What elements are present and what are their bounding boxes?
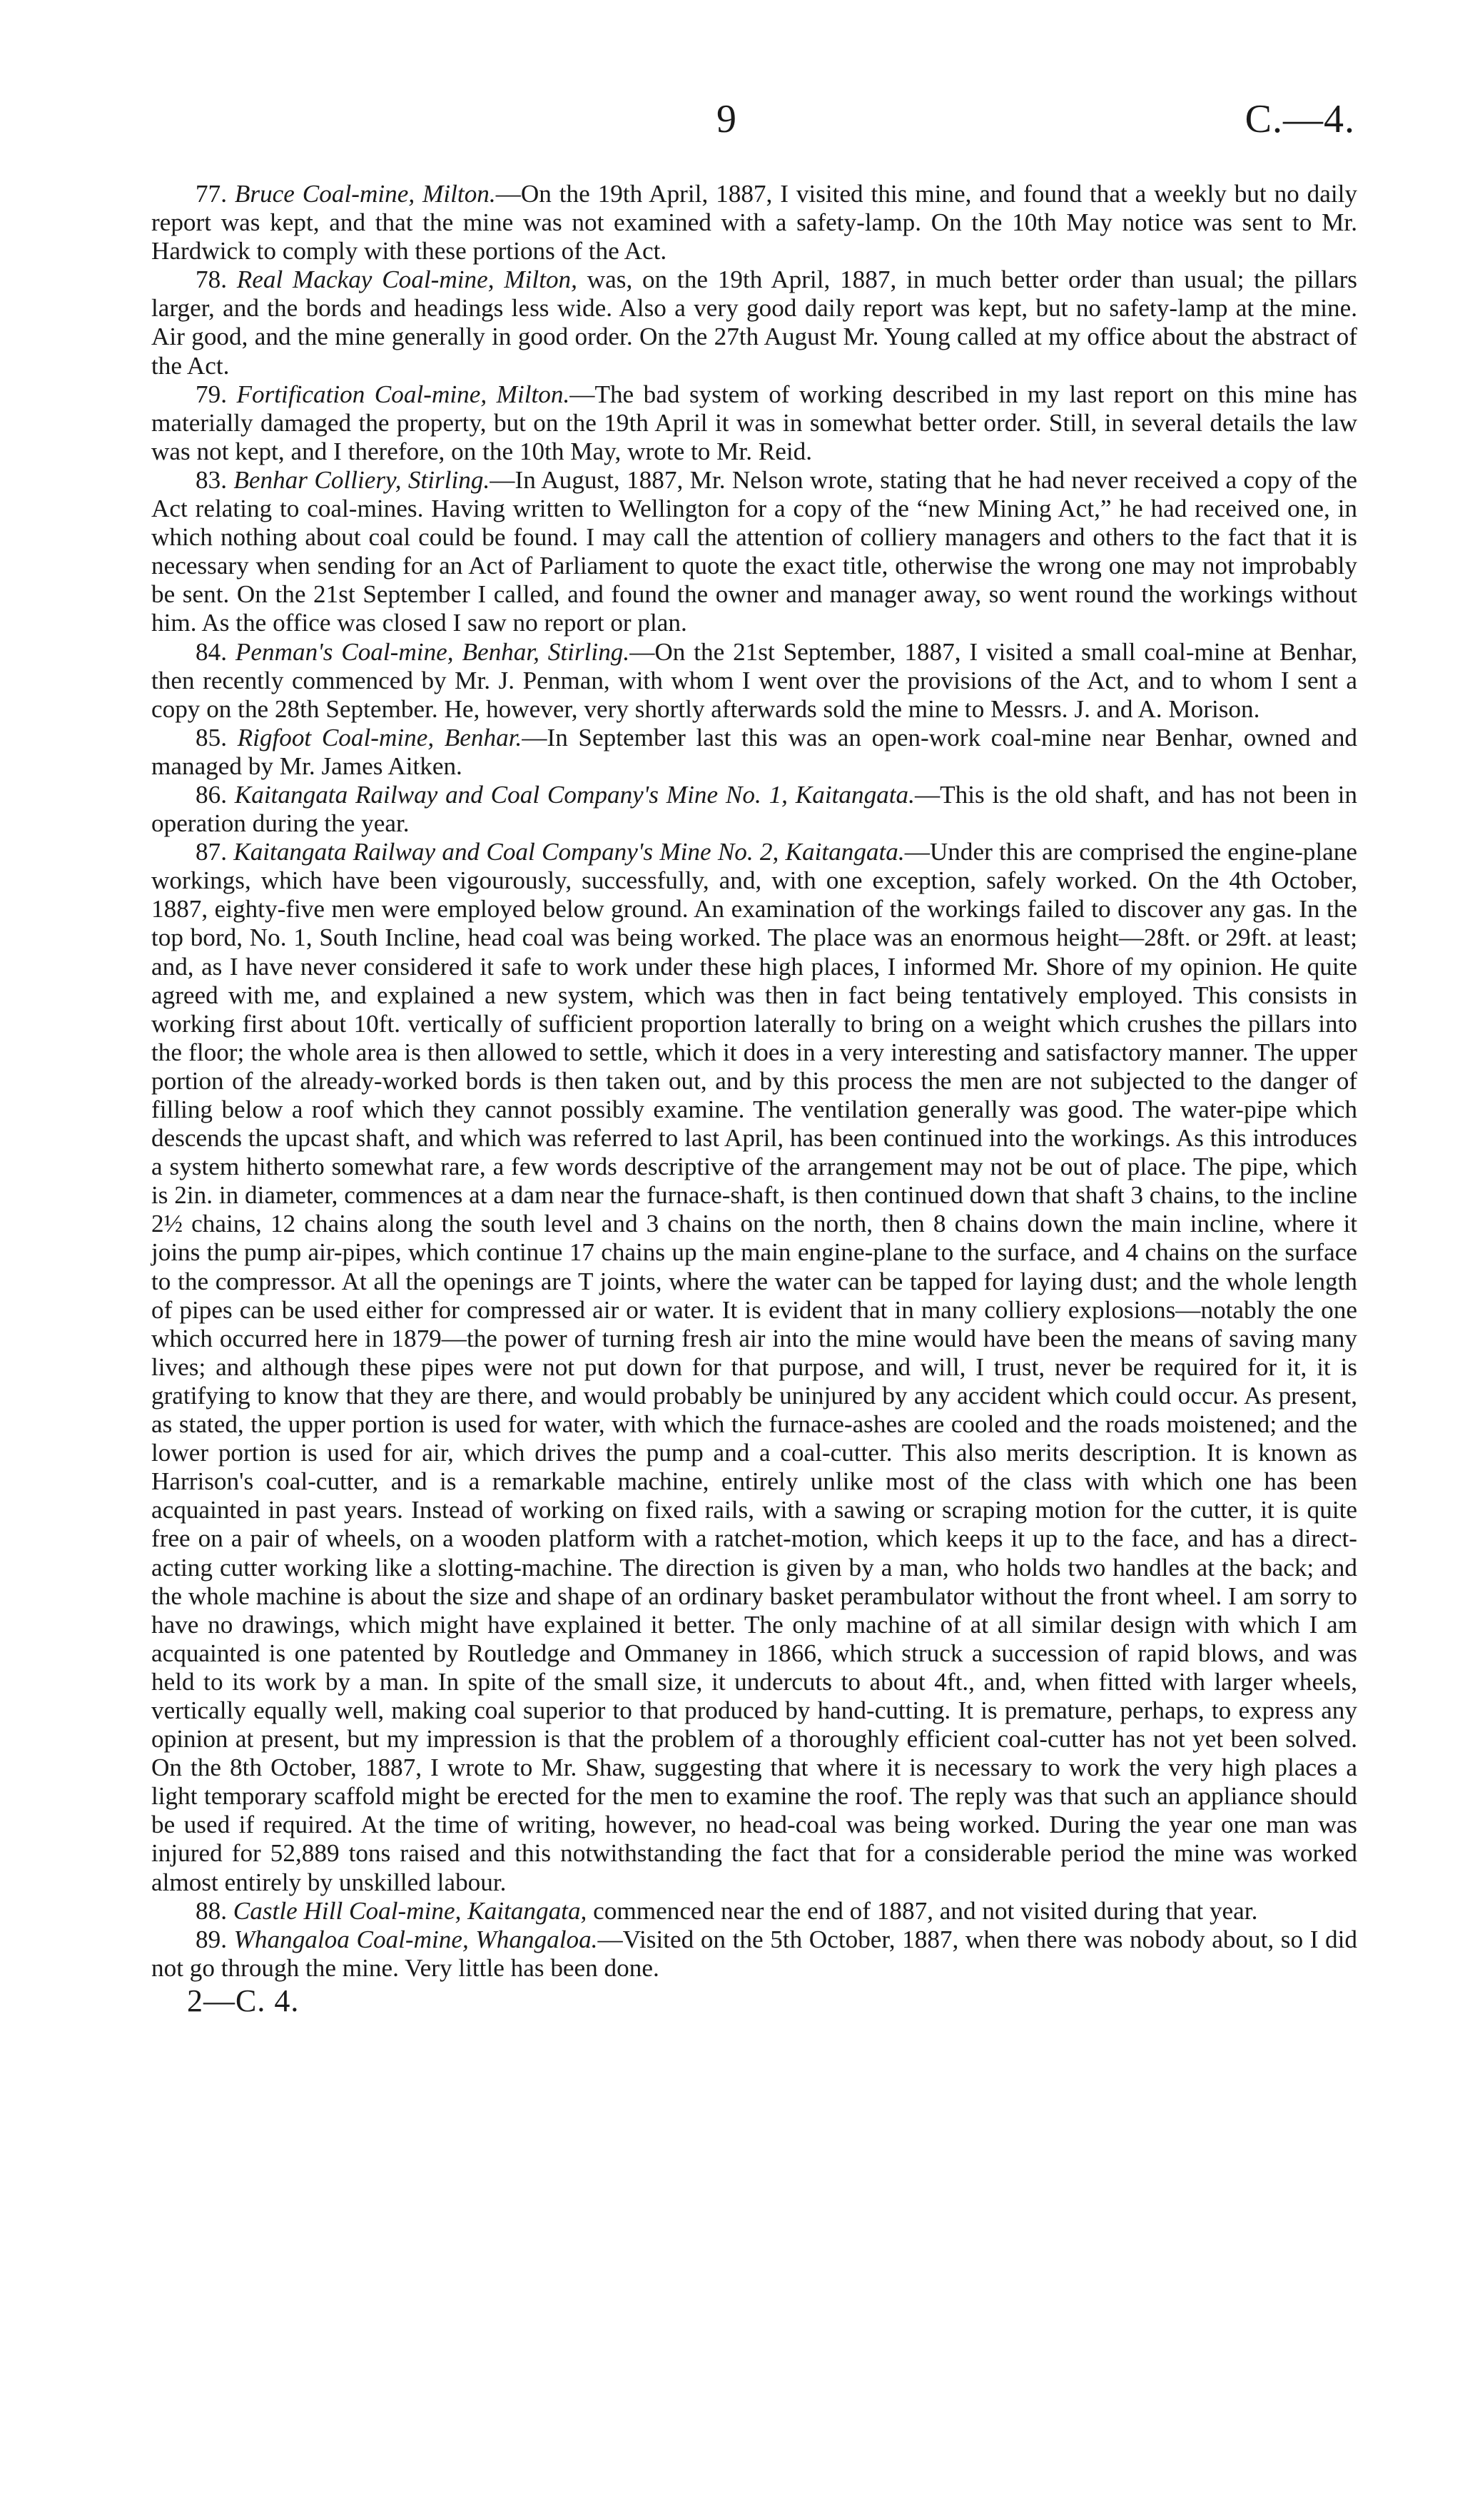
- paragraph-text: —On the 19th April, 1887, I visited this mine, and found that a weekly but no daily report was kept, and that the mine was not examined with a safety-lamp. On the 10th May notice was sent to Mr. Hardwick to comply with these portions of the Act.: [151, 180, 1358, 265]
- signature-mark: 2—C. 4.: [187, 1983, 300, 2018]
- paragraph-89: [151, 1926, 1357, 1983]
- paragraph-number: 85.: [196, 723, 227, 752]
- paragraph-83: [151, 466, 1357, 638]
- mine-title: Rigfoot Coal-mine, Benhar.: [237, 723, 522, 752]
- paragraph-number: 83.: [196, 465, 227, 494]
- mine-title: Benhar Colliery, Stirling.: [233, 465, 490, 494]
- paragraph-number: 88.: [196, 1896, 227, 1925]
- paragraph-number: 78.: [196, 265, 227, 294]
- mine-title: Bruce Coal-mine, Milton.: [234, 180, 496, 208]
- mine-title: Whangaloa Coal-mine, Whangaloa.: [233, 1925, 598, 1953]
- paragraph-78: [151, 265, 1357, 380]
- mine-title: Kaitangata Railway and Coal Company's Mine No. 1, Kaitangata.: [234, 780, 915, 809]
- paragraph-text: —Under this are comprised the engine-plane workings, which have been vigourously, successfully, and, with one exception, safely worked. On the 4th October, 1887, eighty-five men were employed below ground. An examination of the workings failed to discover any gas. In the top bord, No. 1, South Incline, head coal was being worked. The place was an enormous height—28ft. or 29ft. at least; and, as I have never considered it safe to work under these high places, I informed Mr. Shore of my opinion. He quite agreed with me, and explained a new system, which was then in fact being tentatively employed. This consists in working first about 10ft. vertically of sufficient proportion laterally to bring on a weight which crushes the pillars into the floor; the whole area is then allowed to settle, which it does in a very interesting and satisfactory manner. The upper portion of the already-worked bords is then taken out, and by this process the men are not subjected to the danger of filling below a roof which they cannot possibly examine. The ventilation generally was good. The water-pipe which descends the upcast shaft, and which was referred to last April, has been continued into the workings. As this introduces a system hitherto somewhat rare, a few words descriptive of the arrangement may not be out of place. The pipe, which is 2in. in diameter, commences at a dam near the furnace-shaft, is then continued down that shaft 3 chains, to the incline 2½ chains, 12 chains along the south level and 3 chains on the north, then 8 chains down the main incline, where it joins the pump air-pipes, which continue 17 chains up the main engine-plane to the surface, and 4 chains on the surface to the compressor. At all the openings are T joints, where the water can be tapped for laying dust; and the whole length of pipes can be used either for compressed air or water. It is evident that in many colliery explosions—notably the one which occurred here in 1879—the power of turning fresh air into the mine would have been the means of saving many lives; and although these pipes were not put down for that purpose, and will, I trust, never be required for it, it is gratifying to know that they are there, and would probably be uninjured by any accident which could occur. As present, as stated, the upper portion is used for water, with which the furnace-ashes are cooled and the roads moistened; and the lower portion is used for air, which drives the pump and a coal-cutter. This also merits description. It is known as Harrison's coal-cutter, and is a remarkable machine, entirely unlike most of the class with which one has been acquainted in past years. Instead of working on fixed rails, with a sawing or scraping motion for the cutter, it is quite free on a pair of wheels, on a wooden platform with a ratchet-motion, which keeps it up to the face, and has a direct-acting cutter working like a slotting-machine. The direction is given by a man, who holds two handles at the back; and the whole machine is about the size and shape of an ordinary basket perambulator without the front wheel. I am sorry to have no drawings, which might have explained it better. The only machine of at all similar design with which I am acquainted is one patented by Routledge and Ommaney in 1866, which struck a succession of rapid blows, and was held to its work by a man. In spite of the small size, it undercuts to about 4ft., and, when fitted with larger wheels, vertically equally well, making coal superior to that produced by hand-cutting. It is premature, perhaps, to express any opinion at present, but my impression is that the problem of a thoroughly efficient coal-cutter has not yet been solved. On the 8th October, 1887, I wrote to Mr. Shaw, suggesting that where it is necessary to work the very high places a light temporary scaffold might be erected for the men to examine the roof. The reply was that such an appliance should be used if required. At the time of writing, however, no head-coal was being worked. During the year one man was injured for 52,889 tons raised and this notwithstanding the fact that for a considerable period the mine was worked almost entirely by unskilled labour.: [151, 838, 1358, 1896]
- paragraph-text: —Visited on the 5th October, 1887, when there was nobody about, so I did not go through the mine. Very little has been done.: [151, 1925, 1358, 1982]
- paragraph-text: —This is the old shaft, and has not been in operation during the year.: [151, 780, 1358, 838]
- paragraph-number: 86.: [196, 780, 227, 809]
- paragraph-85: [151, 724, 1357, 781]
- paragraph-88: [151, 1897, 1357, 1926]
- mine-title: Castle Hill Coal-mine, Kaitangata,: [233, 1896, 587, 1925]
- paragraph-text: commenced near the end of 1887, and not visited during that year.: [587, 1896, 1258, 1925]
- page-number: 9: [716, 97, 736, 141]
- paragraph-number: 79.: [196, 380, 227, 408]
- paragraph-text: —In August, 1887, Mr. Nelson wrote, stating that he had never received a copy of the Act relating to coal-mines. Having written to Wellington for a copy of the “new Mining Act,” he had received one, in which nothing about coal could be found. I may call the attention of colliery managers and others to the fact that it is necessary when sending for an Act of Parliament to quote the exact title, otherwise the wrong one may not improbably be sent. On the 21st September I called, and found the owner and manager away, so went round the workings without him. As the office was closed I saw no report or plan.: [151, 465, 1357, 637]
- paragraph-84: [151, 638, 1357, 724]
- paragraph-number: 84.: [196, 637, 227, 666]
- paragraph-text: —In September last this was an open-work coal-mine near Benhar, owned and managed by Mr. James Aitken.: [151, 723, 1358, 780]
- paragraph-number: 89.: [196, 1925, 227, 1953]
- report-body: [151, 180, 1357, 2020]
- paragraph-86: [151, 781, 1357, 838]
- mine-title: Fortification Coal-mine, Milton.: [236, 380, 570, 408]
- mine-title: Kaitangata Railway and Coal Company's Mine No. 2, Kaitangata.: [233, 838, 905, 866]
- paragraph-79: [151, 380, 1357, 466]
- paragraph-text: was, on the 19th April, 1887, in much better order than usual; the pillars larger, and the bords and headings less wide. Also a very good daily report was kept, but no safety-lamp at the mine. Air good, and the mine generally in good order. On the 27th August Mr. Young called at my office about the abstract of the Act.: [151, 265, 1358, 380]
- paragraph-77: [151, 180, 1357, 265]
- paragraph-number: 87.: [196, 838, 227, 866]
- mine-title: Real Mackay Coal-mine, Milton,: [236, 265, 577, 294]
- page-header: [0, 94, 1475, 151]
- paragraph-text: —The bad system of working described in my last report on this mine has materially damaged the property, but on the 19th April it was in somewhat better order. Still, in several details the law was not kept, and I therefore, on the 10th May, wrote to Mr. Reid.: [151, 380, 1358, 465]
- document-reference: C.—4.: [1245, 97, 1355, 141]
- paragraph-text: —On the 21st September, 1887, I visited a small coal-mine at Benhar, then recently commenced by Mr. J. Penman, with whom I went over the provisions of the Act, and to whom I sent a copy on the 28th September. He, however, very shortly afterwards sold the mine to Messrs. J. and A. Morison.: [151, 637, 1358, 723]
- mine-title: Penman's Coal-mine, Benhar, Stirling.: [235, 637, 630, 666]
- paragraph-87: [151, 838, 1357, 1896]
- paragraph-number: 77.: [196, 180, 227, 208]
